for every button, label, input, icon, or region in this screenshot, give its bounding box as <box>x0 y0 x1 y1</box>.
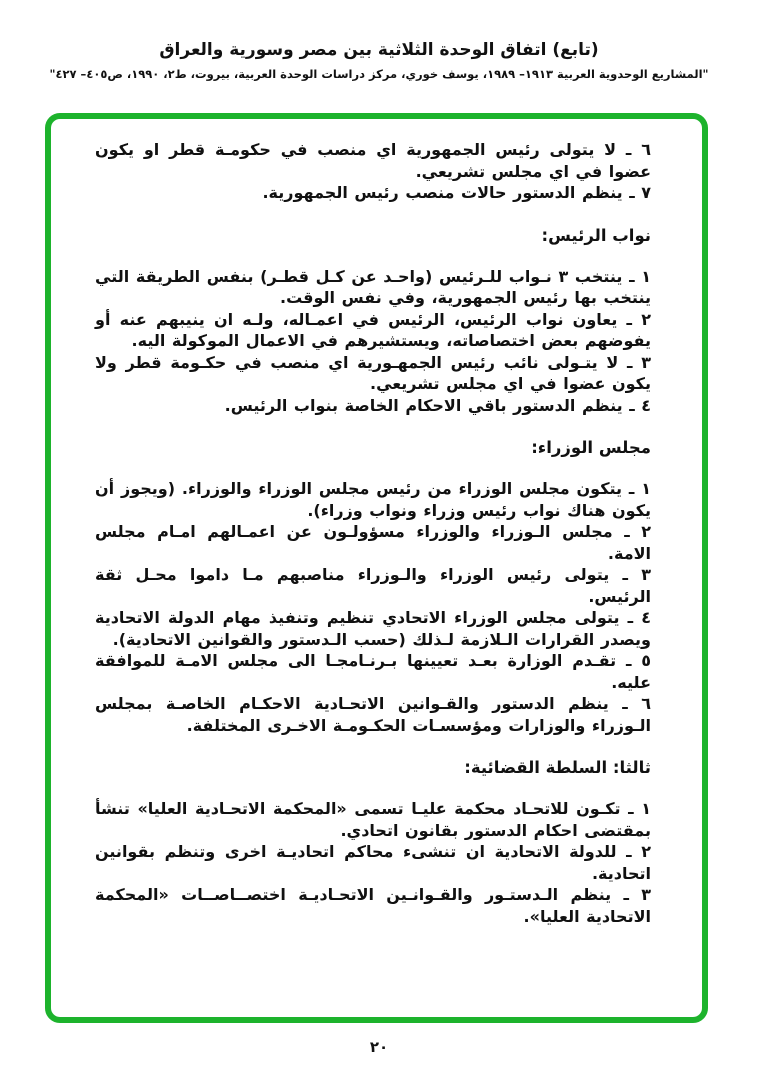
clause-paragraph: ١ ـ ينتخب ٣ نـواب للـرئيس (واحـد عن كـل قطـر) بنفس الطريقة التي ينتخب بها رئيس الجمهورية، وفي نفس الوقت. <box>95 266 651 307</box>
document-source-citation: "المشاريع الوحدوية العربية ١٩١٣– ١٩٨٩، يوسف خوري، مركز دراسات الوحدة العربية، بيروت، ط٢، ١٩٩٠، ص٤٠٥– ٤٢٧" <box>49 67 709 81</box>
clause-paragraph: ٦ ـ ينظم الدستور والقـوانين الاتحـادية الاحكـام الخاصـة بمجلس الـوزراء والوزارات ومؤسسـات الحكـومـة الاخـرى المختلفة. <box>95 694 651 735</box>
section-items <box>95 266 651 417</box>
clause-paragraph: ٤ ـ ينظم الدستور باقي الاحكام الخاصة بنواب الرئيس. <box>224 395 651 415</box>
clause-paragraph: ٤ ـ يتولى مجلس الوزراء الاتحادي تنظيم وتنفيذ مهام الدولة الاتحادية ويصدر القرارات الـلازمة لـذلك (حسب الـدستور والقوانين الاتحادية). <box>95 608 651 649</box>
clause-paragraph: ٣ ـ يتولى رئيس الوزراء والـوزراء مناصبهم مـا داموا محـل ثقة الرئيس. <box>95 565 651 606</box>
section-items <box>95 139 651 204</box>
page-number: ٢٠ <box>369 1038 389 1056</box>
clause-paragraph: ٧ ـ ينظم الدستور حالات منصب رئيس الجمهورية. <box>262 183 651 202</box>
page-footer <box>0 1038 758 1056</box>
document-section <box>95 139 651 204</box>
clause-paragraph: ٣ ـ ينظم الـدستـور والقـوانـين الاتحـاديـة اختصــاصــات «المحكمة الاتحادية العليا». <box>95 885 651 926</box>
clause-paragraph: ٣ ـ لا يتـولى نائب رئيس الجمهـورية اي منصب في حكـومة قطر ولا يكون عضوا في اي مجلس تشريعي. <box>95 352 651 393</box>
document-title: (تابع) اتفاق الوحدة الثلاثية بين مصر وسورية والعراق <box>159 40 599 60</box>
clause-paragraph: ٥ ـ تقـدم الوزارة بعـد تعيينها بـرنـامجـا الى مجلس الامـة للموافقة عليه. <box>95 651 651 692</box>
clause-paragraph: ٢ ـ للدولة الاتحادية ان تنشىء محاكم اتحاديـة اخرى وتنظم بقوانين اتحادية. <box>95 842 651 883</box>
section-heading: ثالثا: السلطة القضائية: <box>464 758 651 777</box>
document-text-block <box>51 119 702 1017</box>
section-items <box>95 478 651 736</box>
clause-paragraph: ٢ ـ مجلس الـوزراء والوزراء مسؤولـون عن اعمـالهم امـام مجلس الامة. <box>95 522 651 563</box>
green-border-frame <box>45 113 708 1023</box>
section-heading: مجلس الوزراء: <box>531 438 651 457</box>
clause-paragraph: ٢ ـ يعاون نواب الرئيس، الرئيس في اعمـاله، ولـه ان ينيبهم عنه أو يفوضهم بعض اختصاصاته، ويستشيرهم في الاعمال الموكولة اليه. <box>95 309 651 350</box>
clause-paragraph: ٦ ـ لا يتولى رئيس الجمهورية اي منصب في حكومـة قطر او يكون عضوا في اي مجلس تشريعي. <box>95 140 651 181</box>
clause-paragraph: ١ ـ يتكون مجلس الوزراء من رئيس مجلس الوزراء والوزراء. (ويجوز أن يكون هناك نواب رئيس وزراء ونواب وزراء). <box>95 479 651 520</box>
document-section <box>95 757 651 927</box>
section-items <box>95 798 651 927</box>
section-heading: نواب الرئيس: <box>541 225 651 245</box>
page-header <box>0 40 758 81</box>
clause-paragraph: ١ ـ تكـون للاتحـاد محكمة عليـا تسمى «المحكمة الاتحـادية العليا» تنشأ بمقتضى احكام الدستور بقانون اتحادي. <box>95 799 651 840</box>
document-section <box>95 437 651 736</box>
document-section <box>95 225 651 417</box>
